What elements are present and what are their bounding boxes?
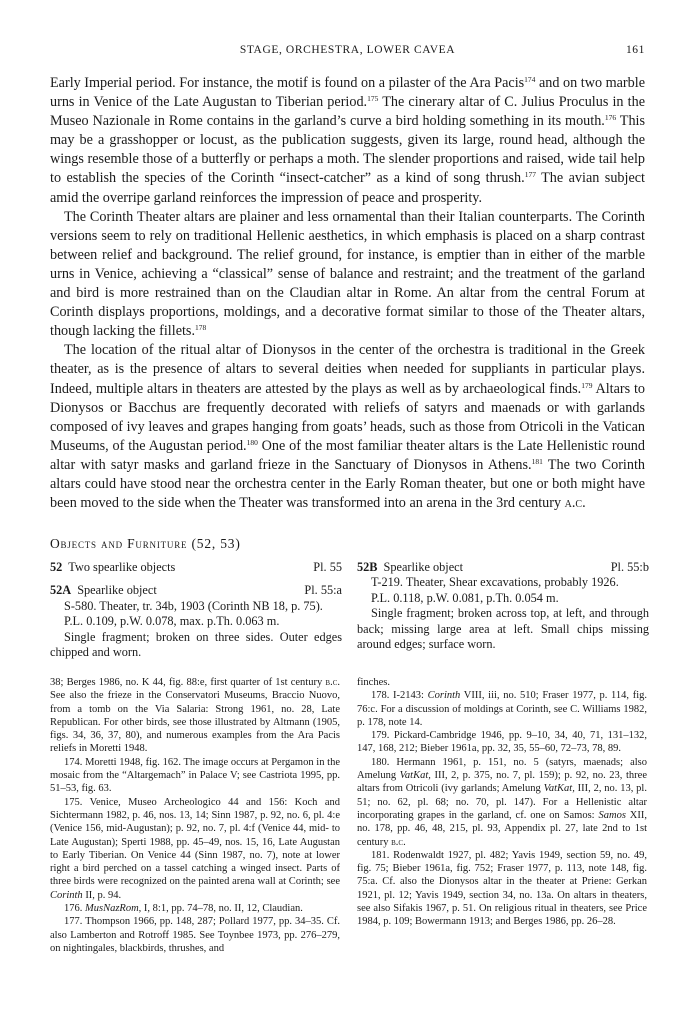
entry-description: Single fragment; broken on three sides. Outer edges chipped and worn.: [50, 629, 342, 660]
p3-text-b: Altars to Dionysos or Bacchus are frequently decorated with reliefs of satyrs and maenads or with garlands composed of ivy leaves and grapes hanging from goats’ heads, such as those from Otricoli in the Vatican Museums, of the Augustan period.: [50, 380, 645, 454]
note-ref-180: 180: [246, 437, 258, 447]
paragraph-3: [50, 341, 645, 513]
era-abbrev: b.c.: [325, 677, 340, 688]
note-ref-181: 181: [531, 456, 543, 466]
note-text: 175. Venice, Museo Archeologico 44 and 156: Koch and Sichtermann 1982, p. 46, nos. 13, 14; Sinn 1987, p. 92, no. 6, pl. 4:e (Venice 156, mid-Augustan); p. 92, no. 7, pl. 4:f (Venice 44, mid- to Late Augustan); Sperti 1988, pp. 45–49, nos. 15, 16, Late Augustan to Early Tiberian. On Venice 44 (Sinn 1987, no. 7), note at lower right a bird perched on a tassel catching a winged insect. Parts of three birds were recognized on the painted arena wall at Corinth; see: [50, 796, 340, 888]
note-italic: VatKat,: [399, 770, 431, 782]
catalog-entry-52: [50, 560, 342, 575]
plate-reference: Pl. 55: [313, 560, 342, 574]
era-abbrev: a.c.: [564, 495, 586, 512]
page-number: 161: [625, 44, 645, 56]
entry-dimensions: P.L. 0.118, p.W. 0.081, p.Th. 0.054 m.: [371, 590, 559, 605]
entry-inventory: S-580. Theater, tr. 34b, 1903 (Corinth NB 18, p. 75).: [64, 598, 323, 613]
footnote-173-continued: [50, 676, 340, 756]
p1-text-d: This may be a grasshopper or locust, as the publication suggests, given its large, round head, although the wings resemble those of a butterfly or perhaps a moth. The slender proportions and raised, wide tail help to establish the species of the Corinth “insect-catcher” as a kind of song thrush.: [50, 113, 645, 187]
note-text: 178. I-2143:: [371, 690, 428, 702]
section-title-text: Objects and Furniture: [50, 536, 188, 551]
footnote-177: 177. Thompson 1966, pp. 148, 287; Pollard 1977, pp. 34–35. Cf. also Lamberton and Rotroff 1985. See Toynbee 1973, pp. 276–279, on nightingales, blackbirds, thrushes, and: [50, 916, 340, 954]
note-text: 176.: [64, 903, 85, 915]
p1-text-c: The cinerary altar of C. Julius Proculus in the Museo Nazionale in Rome contains in the garland’s curve a bird holding something in its mouth.: [50, 94, 645, 130]
running-header: [50, 44, 645, 60]
running-title: STAGE, ORCHESTRA, LOWER CAVEA: [239, 44, 456, 56]
era-abbrev: b.c.: [391, 836, 406, 848]
note-ref-179: 179: [581, 380, 593, 390]
footnote-175: [50, 796, 340, 902]
note-ref-176: 176: [604, 113, 617, 123]
note-text: 180. Hermann 1961, p. 151, no. 5 (satyrs, maenads; also Amelung: [357, 756, 647, 782]
paragraph-2: [50, 208, 645, 342]
entry-number: 52A: [50, 583, 72, 598]
catalog-column-right: [357, 560, 649, 652]
entry-dimensions: P.L. 0.109, p.W. 0.078, max. p.Th. 0.063 m.: [64, 614, 280, 629]
footnote-178: [357, 689, 647, 729]
catalog-entry-52a: [50, 583, 342, 598]
note-text: III, 2, no. 13, pl. 51; no. 62, pl. 68; no. 70, pl. 147). For a Hellenistic altar incorporating grapes in the garland, cf. one on Samos:: [357, 783, 647, 821]
note-text: II, p. 94.: [82, 889, 122, 901]
plate-reference: Pl. 55:b: [610, 560, 649, 574]
note-ref-174: 174: [524, 75, 536, 84]
p1-text-e: The avian subject amid the overripe garland reinforces the impression of peace and prosperity.: [50, 170, 645, 206]
note-text: XII, no. 178, pp. 46, 48, 215, pl. 93, Appendix pl. 27, late 2nd to 1st century: [357, 809, 648, 848]
note-italic: Samos: [598, 809, 626, 821]
section-numbers: (52, 53): [191, 536, 241, 551]
note-ref-177: 177: [524, 170, 536, 180]
entry-number: 52: [50, 560, 63, 574]
section-heading: [50, 536, 645, 552]
note-text: III, 2, p. 375, no. 7, pl. 159); p. 92, no. 23, three altars from Otricoli (ivy garlands; Amelung: [357, 770, 647, 795]
entry-inventory: T-219. Theater, Shear excavations, probably 1926.: [371, 575, 619, 590]
plate-reference: Pl. 55:a: [304, 583, 342, 598]
catalog-column-left: [50, 560, 342, 660]
entry-description: Single fragment; broken across top, at left, and through back; missing large area at left. Small chips missing around edges; surface worn.: [357, 606, 649, 652]
entry-title: Spearlike object: [383, 560, 464, 574]
p3-text-d: The two Corinth altars could have stood near the orchestra center in the Early Roman theater, but one or both might have been moved to the side when the Theater was transformed into an arena in the 3rd century: [50, 456, 645, 512]
footnote-174: 174. Moretti 1948, fig. 162. The image occurs at Pergamon in the mosaic from the “Altargemach” in Palace V; see Castriota 1995, pp. 51–53, fig. 63.: [50, 756, 340, 795]
p3-text-c: One of the most familiar theater altars is the Late Hellenistic round altar with satyr masks and garland frieze in the Sanctuary of Dionysos in Athens.: [50, 437, 645, 473]
note-text: See also the frieze in the Conservatori Museums, Braccio Nuovo, from a tomb on the Via Salaria: Strong 1961, no. 28, Late Republican. For other birds, see those illustrated by Altmann (1905, figs. 34, 36, 37, 80), and numerous examples from the Ara Pacis reliefs in Moretti 1948.: [50, 690, 340, 755]
p1-text-a: Early Imperial period. For instance, the motif is found on a pilaster of the Ara Pacis: [50, 75, 525, 91]
main-text: [50, 74, 645, 513]
catalog-entry-52b: [357, 560, 649, 575]
paragraph-1: [50, 74, 645, 208]
note-text: I, 8:1, pp. 74–78, no. II, 12, Claudian.: [141, 903, 303, 915]
note-ref-178: 178: [195, 323, 207, 333]
entry-number: 52B: [357, 560, 378, 574]
note-text: VIII, iii, no. 510; Fraser 1977, p. 114, fig. 76:c. For a discussion of moldings at Corinth, see C. Williams 1982, p. 178, note 14.: [357, 690, 647, 728]
footnote-179: 179. Pickard-Cambridge 1946, pp. 9–10, 34, 40, 71, 131–132, 147, 168, 212; Bieber 1961a, pp. 32, 35, 55–60, 72–73, 78, 89.: [357, 730, 647, 755]
note-italic: Corinth: [427, 690, 461, 702]
footnote-181: 181. Rodenwaldt 1927, pl. 482; Yavis 1949, section 59, no. 49, fig. 75; Bieber 1961a, fig. 752; Fraser 1977, p. 113, note 148, fig. 75:a. Cf. also the Dionysos altar in the theater at Priene: Gerkan 1921, pl. 12; Yavis 1949, section 34, no. 13a. On altars in theaters, see also Sifakis 1967, p. 51. On religious ritual in theaters, see Price 1984, p. 109; Bowermann 1913; and Berges 1986, pp. 26–28.: [357, 849, 647, 928]
note-ref-175: 175: [367, 94, 379, 104]
p2-text-a: The Corinth Theater altars are plainer and less ornamental than their Italian counterparts. The Corinth versions seem to rely on traditional Hellenic aesthetics, in which emphasis is placed on a sharp contrast between relief and background. The relief ground, for instance, is emptier than in either of the marble urns in Venice, achieving a “classical” sense of balance and restraint; and the treatment of the garland and bird is more restrained than on the Claudian altar in Rome. An altar from the central Forum at Corinth displays proportions, moldings, and a decorative format similar to those of the Theater altars, though lacking the fillets.: [50, 208, 645, 340]
footnotes-right: [357, 676, 647, 929]
entry-title: Two spearlike objects: [68, 560, 176, 574]
footnote-180: [357, 756, 647, 849]
p1-text-b: and on two marble urns in Venice of the Late Augustan to Tiberian period.: [50, 75, 645, 111]
note-italic: Corinth: [50, 889, 83, 901]
note-italic: MusNazRom,: [85, 903, 142, 915]
entry-title: Spearlike object: [77, 583, 157, 598]
p3-text-a: The location of the ritual altar of Dionysos in the center of the orchestra is traditional in the Greek theater, as is the presence of altars to several deities when needed for suppliants in particular plays. Indeed, multiple altars in theaters are attested by the plays as well as by archaeological finds.: [50, 342, 645, 397]
footnote-177-continued: finches.: [357, 677, 390, 688]
footnote-176: [50, 902, 340, 915]
note-italic: VatKat,: [543, 783, 575, 795]
note-text: 38; Berges 1986, no. K 44, fig. 88:e, first quarter of 1st century: [50, 677, 326, 688]
footnotes-left: [50, 676, 340, 955]
